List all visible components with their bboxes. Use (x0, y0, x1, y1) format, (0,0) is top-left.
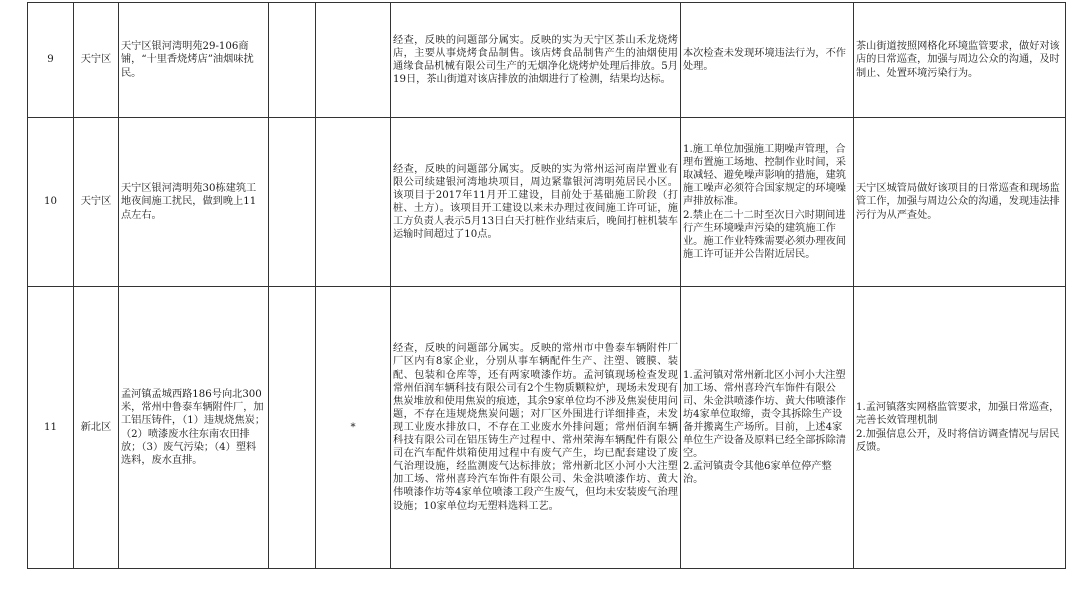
handling-cell (681, 118, 854, 287)
table-row (28, 287, 1066, 569)
row-number-cell: 11 (28, 287, 74, 569)
mark-cell (316, 3, 391, 118)
complaint-cell: 孟河镇孟城西路186号向北300米，常州中鲁泰车辆附件厂，加工铝压铸件，（1）违规烧焦炭；（2）喷漆废水往东南农田排放；（3）废气污染；（4）塑料选料，废水直排。 (119, 287, 269, 569)
rectification-cell: 茶山街道按照网格化环境监管要求，做好对该店的日常巡查，加强与周边公众的沟通，及时制止、处置环境污染行为。 (854, 3, 1066, 118)
complaint-table (27, 2, 1066, 569)
mark-cell (316, 118, 391, 287)
findings-cell: 经查，反映的问题部分属实。反映的实为常州运河南岸置业有限公司续建银河湾地块项目，周边紧靠银河湾明苑居民小区。该项目于2017年11月开工建设，目前处于基础施工阶段（打桩、土方）。该项目开工建设以来未办理过夜间施工许可证，施工方负责人表示5月13日白天打桩作业结束后，晚间打桩机装车运输时间超过了10点。 (391, 118, 681, 287)
handling-item: 1.施工单位加强施工期噪声管理，合理布置施工场地、控制作业时间，采取减轻、避免噪声影响的措施，建筑施工噪声必须符合国家规定的环境噪声排放标准。 (683, 144, 846, 208)
handling-item: 2.禁止在二十二时至次日六时期间进行产生环境噪声污染的建筑施工作业。施工作业特殊需要必须办理夜间施工许可证并公告附近居民。 (683, 209, 846, 260)
complaint-cell: 天宁区银河湾明苑29-106商铺，“十里香烧烤店”油烟味扰民。 (119, 3, 269, 118)
rectification-cell (854, 287, 1066, 569)
complaint-cell: 天宁区银河湾明苑30栋建筑工地夜间施工扰民，做到晚上11点左右。 (119, 118, 269, 287)
table-row (28, 118, 1066, 287)
row-number-cell: 9 (28, 3, 74, 118)
district-cell: 天宁区 (74, 3, 119, 118)
handling-cell (681, 287, 854, 569)
district-cell: 新北区 (74, 287, 119, 569)
blank-cell (269, 118, 316, 287)
rectification-item: 2.加强信息公开，及时将信访调查情况与居民反馈。 (856, 428, 1060, 453)
table-row (28, 3, 1066, 118)
blank-cell (269, 287, 316, 569)
findings-cell: 经查，反映的问题部分属实。反映的实为天宁区茶山禾龙烧烤店，主要从事烧烤食品制售。该店烤食品制售产生的油烟使用通缘食品机械有限公司生产的无烟净化烧烤炉处理后排放。5月19日，茶山街道对该店排放的油烟进行了检测，结果均达标。 (391, 3, 681, 118)
handling-item: 2.孟河镇责令其他6家单位停产整治。 (683, 461, 832, 486)
rectification-item: 1.孟河镇落实网格监管要求，加强日常巡查，完善长效管理机制 (856, 402, 1060, 427)
mark-cell: * (316, 287, 391, 569)
blank-cell (269, 3, 316, 118)
row-number-cell: 10 (28, 118, 74, 287)
handling-cell: 本次检查未发现环境违法行为，不作处理。 (681, 3, 854, 118)
district-cell: 天宁区 (74, 118, 119, 287)
rectification-cell: 天宁区城管局做好该项目的日常巡查和现场监管工作，加强与周边公众的沟通，发现违法排污行为从严查处。 (854, 118, 1066, 287)
findings-cell: 经查，反映的问题部分属实。反映的常州市中鲁泰车辆附件厂厂区内有8家企业，分别从事车辆配件生产、注塑、镀膜、装配、包装和仓库等，还有两家喷漆作坊。孟河镇现场检查发现常州佰润车辆科技有限公司有2个生物质颗粒炉，现场未发现有焦炭堆放和使用焦炭的痕迹，其余9家单位均不涉及焦炭使用问题，不存在违规烧焦炭问题；对厂区外围进行详细排查，未发现工业废水排放口，不存在工业废水外排问题；常州佰润车辆科技有限公司在铝压铸生产过程中、常州荣海车辆配件有限公司在汽车配件烘箱使用过程中有废气产生，均已配套建设了废气治理设施，经监测废气达标排放；常州新北区小河小大注塑加工场、常州喜玲汽车饰件有限公司、朱金洪喷漆作坊、黄大伟喷漆作坊等4家单位喷漆工段产生废气，但均未安装废气治理设施；10家单位均无塑料选料工艺。 (391, 287, 681, 569)
handling-item: 1.孟河镇对常州新北区小河小大注塑加工场、常州喜玲汽车饰件有限公司、朱金洪喷漆作坊、黄大伟喷漆作坊4家单位取缔，责令其拆除生产设备并搬离生产场所。目前，上述4家单位生产设备及原料已经全部拆除清空。 (683, 369, 846, 460)
